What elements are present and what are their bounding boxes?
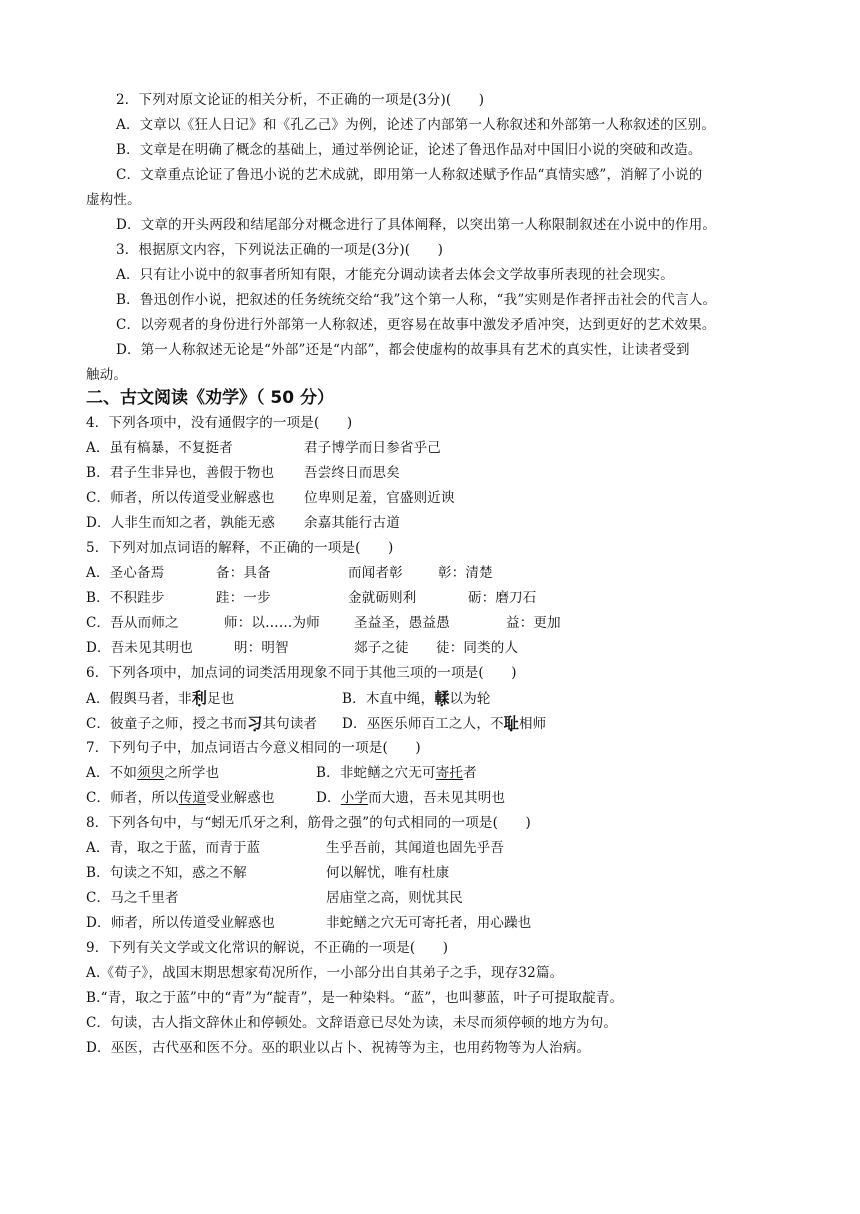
q5-gloss: 砺：磨刀石 xyxy=(468,590,537,606)
q7-b-post: 者 xyxy=(463,765,477,781)
q5-gloss: 备：具备 xyxy=(216,565,271,581)
q8-option-right: 非蛇鳝之穴无可寄托者，用心躁也 xyxy=(326,915,532,931)
q4-option-right: 位卑则足羞，官盛则近谀 xyxy=(304,490,455,506)
q2-option-b: B．文章是在明确了概念的基础上，通过举例论证，论述了鲁迅作品对中国旧小说的突破和改造。 xyxy=(116,142,702,158)
q5-option-row xyxy=(86,638,786,658)
q5-gloss: 明：明智 xyxy=(234,640,289,656)
q8-option-row xyxy=(86,838,786,858)
q4-option-row xyxy=(86,463,786,483)
q8-option-left: C．马之千里者 xyxy=(86,890,179,906)
q4-stem: 4．下列各项中，没有通假字的一项是( ) xyxy=(86,415,353,431)
q7-stem: 7．下列句子中，加点词语古今意义相同的一项是( ) xyxy=(86,740,421,756)
q7-option-a xyxy=(86,763,219,783)
q8-option-left: B．句读之不知，惑之不解 xyxy=(86,865,247,881)
q4-option-left: C．师者，所以传道受业解惑也 xyxy=(86,490,275,506)
q7-option-row xyxy=(86,763,786,783)
q3-option-c: C．以旁观者的身份进行外部第一人称叙述，更容易在故事中激发矛盾冲突，达到更好的艺术效果。 xyxy=(116,317,716,333)
q3-option-b: B．鲁迅创作小说，把叙述的任务统统交给“我”这个第一人称，“我”实则是作者抨击社会的代言人。 xyxy=(116,292,717,308)
q5-gloss: 益：更加 xyxy=(506,615,561,631)
q5-term: 圣益圣，愚益愚 xyxy=(354,615,450,631)
q6-option-row xyxy=(86,713,786,733)
q4-option-right: 吾尝终日而思矣 xyxy=(304,465,400,481)
q5-term: 郯子之徒 xyxy=(354,640,409,656)
q9-stem: 9．下列有关文学或文化常识的解说，不正确的一项是( ) xyxy=(86,940,449,956)
q7-b-underlined: 寄托 xyxy=(435,765,464,781)
q7-d-pre: D． xyxy=(316,790,341,806)
q8-option-row xyxy=(86,863,786,883)
q2-stem: 2．下列对原文论证的相关分析，不正确的一项是(3分)( ) xyxy=(116,92,485,108)
q4-option-right: 余嘉其能行古道 xyxy=(304,515,400,531)
q7-c-underlined: 传道 xyxy=(178,790,207,806)
q5-term: 金就砺则利 xyxy=(348,590,417,606)
q6-b-pre: B．木直中绳， xyxy=(342,691,435,707)
q5-gloss: 师：以……为师 xyxy=(224,615,320,631)
q7-option-c xyxy=(86,788,275,808)
q4-option-left: A．虽有槁暴，不复挺者 xyxy=(86,440,233,456)
q8-option-left: A．青，取之于蓝，而青于蓝 xyxy=(86,840,261,856)
q4-option-left: D．人非生而知之者，孰能无惑 xyxy=(86,515,276,531)
q6-a-pre: A．假舆马者，非 xyxy=(86,691,192,707)
q6-a-dotted-word: 利 xyxy=(191,689,208,707)
q3-option-d-cont: 触动。 xyxy=(86,367,128,383)
q5-gloss: 彰：清楚 xyxy=(438,565,493,581)
q6-b-dotted-word: 輮 xyxy=(434,689,450,707)
q5-option-row xyxy=(86,563,786,583)
q4-option-row xyxy=(86,513,786,533)
q9-option-c: C．句读，古人指文辞休止和停顿处。文辞语意已尽处为读，未尽而须停顿的地方为句。 xyxy=(86,1015,618,1031)
q7-c-pre: C．师者，所以 xyxy=(86,790,179,806)
q5-stem: 5．下列对加点词语的解释，不正确的一项是( ) xyxy=(86,540,394,556)
q6-option-row xyxy=(86,688,786,708)
q7-c-post: 受业解惑也 xyxy=(206,790,275,806)
q2-option-a: A．文章以《狂人日记》和《孔乙己》为例，论述了内部第一人称叙述和外部第一人称叙述的区别。 xyxy=(116,117,716,133)
q3-option-a: A．只有让小说中的叙事者所知有限，才能充分调动读者去体会文学故事所表现的社会现实。 xyxy=(116,267,674,283)
q5-term: A．圣心备焉 xyxy=(86,565,165,581)
q3-option-d: D．第一人称叙述无论是“外部”还是“内部”，都会使虚构的故事具有艺术的真实性，让读者受到 xyxy=(116,342,690,358)
q7-b-pre: B．非蛇鳝之穴无可 xyxy=(316,765,436,781)
q6-option-b xyxy=(342,688,491,709)
q7-a-post: 之所学也 xyxy=(164,765,220,781)
q6-option-c xyxy=(86,713,317,734)
q4-option-row xyxy=(86,438,786,458)
q5-option-row xyxy=(86,588,786,608)
q2-option-c: C．文章重点论证了鲁迅小说的艺术成就，即用第一人称叙述赋予作品“真情实感”，消解了小说的 xyxy=(116,167,703,183)
q7-option-row xyxy=(86,788,786,808)
q8-option-row xyxy=(86,888,786,908)
q2-option-d: D．文章的开头两段和结尾部分对概念进行了具体阐释，以突出第一人称限制叙述在小说中的作用。 xyxy=(116,217,717,233)
q5-gloss: 徒：同类的人 xyxy=(436,640,519,656)
q9-option-a: A.《荀子》，战国末期思想家荀况所作，一小部分出自其弟子之手，现存32篇。 xyxy=(86,965,564,981)
q6-a-post: 足也 xyxy=(207,691,235,707)
q5-term: C．吾从而师之 xyxy=(86,615,179,631)
q8-stem: 8．下列各句中，与“蚓无爪牙之利，筋骨之强”的句式相同的一项是( ) xyxy=(86,815,531,831)
q6-b-post: 以为轮 xyxy=(449,691,491,707)
q5-term: D．吾未见其明也 xyxy=(86,640,193,656)
q7-a-underlined: 须臾 xyxy=(137,765,165,781)
q5-option-row xyxy=(86,613,786,633)
q8-option-right: 何以解忧，唯有杜康 xyxy=(326,865,450,881)
q6-option-a xyxy=(86,688,234,709)
q6-c-dotted-word: 习 xyxy=(247,714,263,732)
q9-option-b: B.“青，取之于蓝”中的“青”为“靛青”，是一种染料。“蓝”，也叫蓼蓝，叶子可提取靛青。 xyxy=(86,990,624,1006)
q6-d-dotted-word: 耻 xyxy=(503,714,519,732)
q6-stem: 6．下列各项中，加点词的词类活用现象不同于其他三项的一项是( ) xyxy=(86,665,517,681)
section-heading: 二、古文阅读《劝学》（ 50 分） xyxy=(86,388,334,408)
q4-option-left: B．君子生非异也，善假于物也 xyxy=(86,465,275,481)
q9-option-d: D．巫医，古代巫和医不分。巫的职业以占卜、祝祷等为主，也用药物等为人治病。 xyxy=(86,1040,591,1056)
q5-gloss: 跬：一步 xyxy=(216,590,271,606)
q8-option-right: 生乎吾前，其闻道也固先乎吾 xyxy=(326,840,505,856)
q3-stem: 3．根据原文内容，下列说法正确的一项是(3分)( ) xyxy=(116,242,444,258)
q6-d-pre: D．巫医乐师百工之人，不 xyxy=(342,716,504,732)
q7-option-d xyxy=(316,788,505,808)
q8-option-right: 居庙堂之高，则忧其民 xyxy=(326,890,463,906)
q6-c-pre: C．彼童子之师，授之书而 xyxy=(86,716,248,732)
q7-a-pre: A．不如 xyxy=(86,765,138,781)
q6-d-post: 相师 xyxy=(518,716,547,732)
q7-d-underlined: 小学 xyxy=(340,790,369,806)
q5-term: B．不积跬步 xyxy=(86,590,165,606)
q6-option-d xyxy=(342,713,546,734)
q7-d-post: 而大遗，吾未见其明也 xyxy=(368,790,506,806)
q4-option-row xyxy=(86,488,786,508)
q6-c-post: 其句读者 xyxy=(262,716,318,732)
q2-option-c-cont: 虚构性。 xyxy=(86,192,141,208)
q8-option-row xyxy=(86,913,786,933)
q7-option-b xyxy=(316,763,477,783)
q4-option-right: 君子博学而日参省乎己 xyxy=(304,440,441,456)
q8-option-left: D．师者，所以传道受业解惑也 xyxy=(86,915,276,931)
q5-term: 而闻者彰 xyxy=(348,565,403,581)
